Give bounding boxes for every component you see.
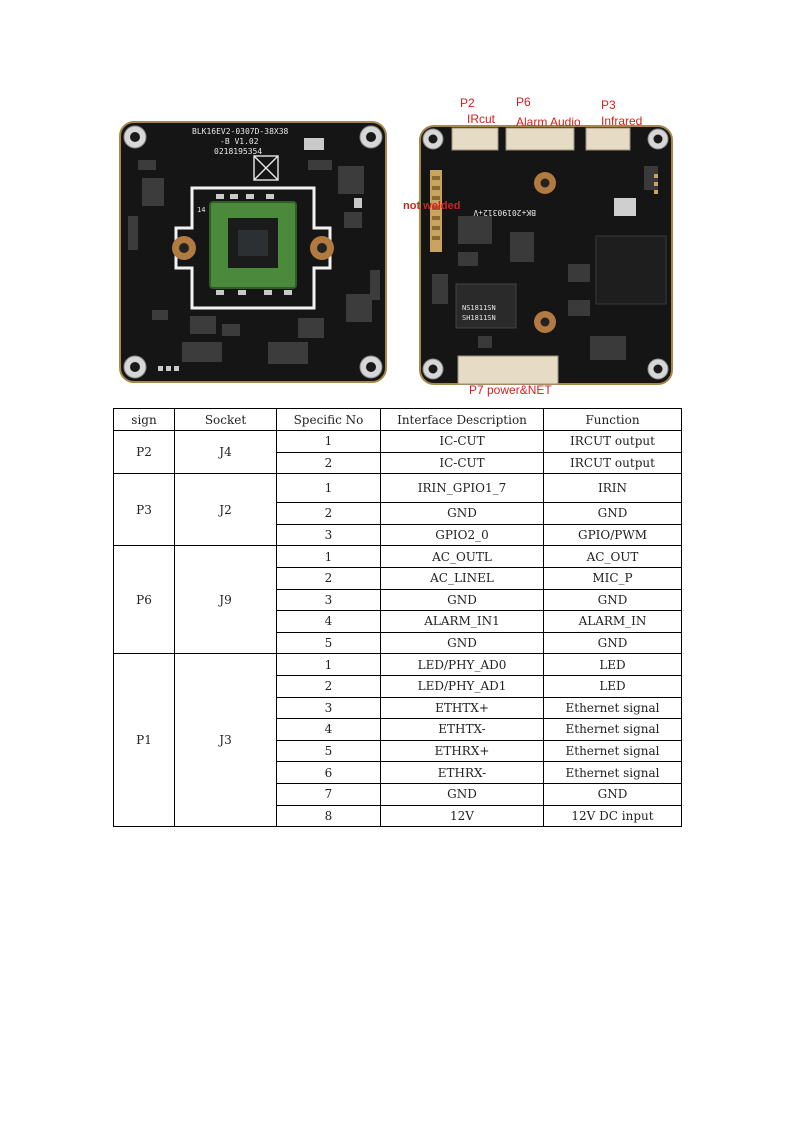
- pin-no-cell: 5: [277, 740, 381, 762]
- description-cell: GND: [381, 589, 544, 611]
- pin-no-cell: 1: [277, 474, 381, 503]
- label-p3-sign: P3: [601, 98, 616, 112]
- pin-no-cell: 3: [277, 524, 381, 546]
- description-cell: ALARM_IN1: [381, 611, 544, 633]
- description-cell: 12V: [381, 805, 544, 827]
- pin-no-cell: 2: [277, 567, 381, 589]
- connector-p3: [586, 128, 630, 150]
- function-cell: GPIO/PWM: [544, 524, 682, 546]
- pin-no-cell: 3: [277, 589, 381, 611]
- label-p3-name: Infrared: [601, 114, 643, 128]
- label-p2-sign: P2: [460, 96, 475, 110]
- connector-p2: [452, 128, 498, 150]
- function-cell: GND: [544, 632, 682, 654]
- function-cell: IRCUT output: [544, 431, 682, 453]
- description-cell: GND: [381, 632, 544, 654]
- label-p2-name: IRcut: [467, 112, 496, 126]
- description-cell: ETHRX+: [381, 740, 544, 762]
- function-cell: Ethernet signal: [544, 719, 682, 741]
- socket-cell: J3: [175, 654, 277, 827]
- socket-cell: J2: [175, 474, 277, 546]
- header-socket: Socket: [175, 409, 277, 431]
- description-cell: IC-CUT: [381, 431, 544, 453]
- description-cell: IC-CUT: [381, 452, 544, 474]
- sign-cell: P2: [114, 431, 175, 474]
- pin-no-cell: 4: [277, 611, 381, 633]
- function-cell: IRIN: [544, 474, 682, 503]
- back-silkscreen-code: BK+20190312+V: [473, 208, 536, 217]
- function-cell: AC_OUT: [544, 546, 682, 568]
- function-cell: Ethernet signal: [544, 697, 682, 719]
- description-cell: GPIO2_0: [381, 524, 544, 546]
- front-board-photo: [118, 120, 388, 384]
- description-cell: GND: [381, 503, 544, 525]
- function-cell: GND: [544, 783, 682, 805]
- front-pin-marker: 14: [197, 206, 206, 214]
- description-cell: ETHTX-: [381, 719, 544, 741]
- label-p6-name: Alarm Audio: [516, 115, 581, 129]
- pin-no-cell: 1: [277, 654, 381, 676]
- table-row: [114, 546, 682, 568]
- description-cell: AC_OUTL: [381, 546, 544, 568]
- front-silkscreen-line1: BLK16EV2-0307D-38X38: [192, 127, 289, 136]
- pin-no-cell: 1: [277, 431, 381, 453]
- label-p7: P7 power&NET: [469, 383, 552, 397]
- pin-no-cell: 2: [277, 675, 381, 697]
- function-cell: LED: [544, 654, 682, 676]
- function-cell: GND: [544, 589, 682, 611]
- header-specific-no: Specific No: [277, 409, 381, 431]
- table-header-row: [114, 409, 682, 431]
- table-row: [114, 431, 682, 453]
- description-cell: GND: [381, 783, 544, 805]
- back-board-photo: [418, 124, 674, 386]
- function-cell: Ethernet signal: [544, 740, 682, 762]
- sign-cell: P3: [114, 474, 175, 546]
- function-cell: 12V DC input: [544, 805, 682, 827]
- description-cell: ETHRX-: [381, 762, 544, 784]
- description-cell: ETHTX+: [381, 697, 544, 719]
- description-cell: IRIN_GPIO1_7: [381, 474, 544, 503]
- table-row: [114, 654, 682, 676]
- sign-cell: P1: [114, 654, 175, 827]
- front-silkscreen-line2: -B V1.02: [220, 137, 259, 146]
- pin-no-cell: 7: [277, 783, 381, 805]
- pin-no-cell: 5: [277, 632, 381, 654]
- table-row: [114, 474, 682, 503]
- pin-no-cell: 4: [277, 719, 381, 741]
- pin-no-cell: 2: [277, 503, 381, 525]
- description-cell: LED/PHY_AD1: [381, 675, 544, 697]
- function-cell: GND: [544, 503, 682, 525]
- socket-cell: J4: [175, 431, 277, 474]
- function-cell: ALARM_IN: [544, 611, 682, 633]
- function-cell: MIC_P: [544, 567, 682, 589]
- header-function: Function: [544, 409, 682, 431]
- socket-cell: J9: [175, 546, 277, 654]
- function-cell: Ethernet signal: [544, 762, 682, 784]
- description-cell: AC_LINEL: [381, 567, 544, 589]
- pin-no-cell: 2: [277, 452, 381, 474]
- header-interface-description: Interface Description: [381, 409, 544, 431]
- sign-cell: P6: [114, 546, 175, 654]
- label-p6-sign: P6: [516, 95, 531, 109]
- pin-no-cell: 8: [277, 805, 381, 827]
- pin-no-cell: 1: [277, 546, 381, 568]
- pin-no-cell: 3: [277, 697, 381, 719]
- pin-assignment-table: [113, 408, 682, 827]
- back-chip-text2: SH1811SN: [462, 314, 496, 322]
- connector-p7: [458, 356, 558, 384]
- connector-p6: [506, 128, 574, 150]
- label-not-welded: not welded: [403, 200, 461, 212]
- function-cell: IRCUT output: [544, 452, 682, 474]
- front-silkscreen-line3: 0218195354: [214, 147, 263, 156]
- description-cell: LED/PHY_AD0: [381, 654, 544, 676]
- header-sign: sign: [114, 409, 175, 431]
- function-cell: LED: [544, 675, 682, 697]
- pin-no-cell: 6: [277, 762, 381, 784]
- back-chip-text: NS1811SN: [462, 304, 496, 312]
